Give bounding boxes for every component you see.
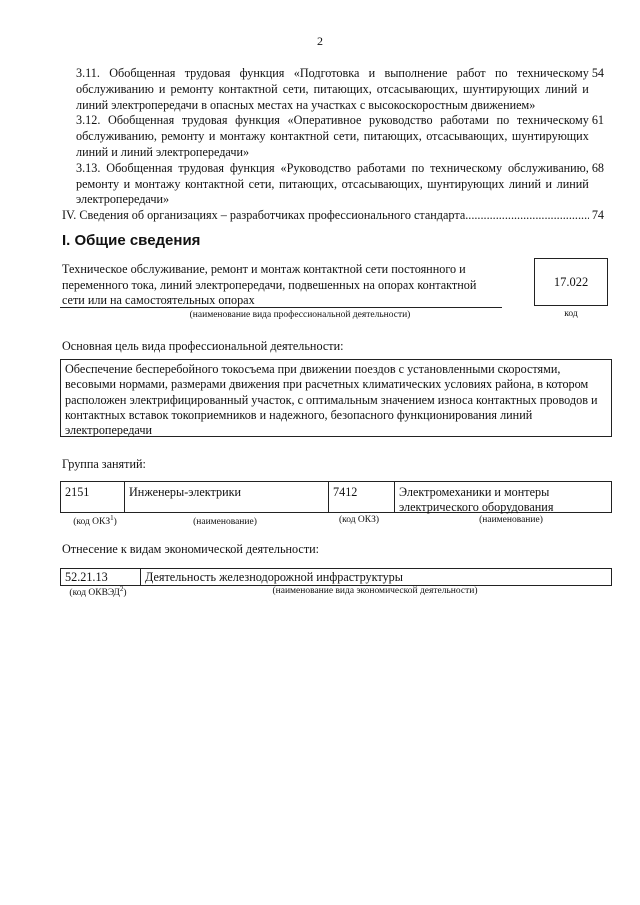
- toc-item-text: IV. Сведения об организациях – разработчиках профессионального стандарта: [62, 208, 466, 223]
- goal-box: [60, 359, 612, 437]
- okved-code-caption: [62, 584, 134, 598]
- footnote-mark: 1: [110, 513, 114, 522]
- toc-item-page: 61: [591, 113, 604, 128]
- activity-code: 17.022: [553, 274, 589, 289]
- occupation-name-caption: (наименование): [193, 517, 257, 527]
- occupation-table-row: [60, 481, 612, 515]
- toc-item[interactable]: [62, 66, 604, 113]
- toc-item-page: 54: [591, 66, 604, 80]
- table-of-contents: [62, 66, 604, 224]
- occupation-name-2: Электромеханики и монтеры электрического оборудования: [399, 485, 554, 514]
- toc-item-page: 74: [591, 208, 604, 223]
- toc-leader: [465, 208, 589, 224]
- okz-caption-text: (код ОКЗ: [73, 517, 111, 527]
- occupation-name-cell: [124, 481, 328, 513]
- okz-code-1: 2151: [65, 485, 90, 499]
- section-title: I. Общие сведения: [62, 232, 201, 249]
- activity-caption: (наименование вида профессиональной деятельности): [189, 310, 411, 320]
- toc-item[interactable]: [62, 161, 604, 208]
- economic-activity-name-cell: [140, 568, 612, 586]
- activity-underline: [60, 307, 502, 308]
- goal-label: Основная цель вида профессиональной деятельности:: [62, 339, 344, 353]
- toc-item[interactable]: [62, 113, 604, 160]
- economic-activity-name: Деятельность железнодорожной инфраструктуры: [145, 570, 403, 584]
- economic-activity-label: Отнесение к видам экономической деятельности:: [62, 542, 320, 556]
- toc-item-text: 3.13. Обобщенная трудовая функция «Руководство работами по техническому обслуживанию, ремонту и монтажу контактной сети, питающих, отсасывающих, шунтирующих линий и линий электропередачи»: [76, 160, 589, 207]
- okz-code-caption: [62, 513, 128, 527]
- occupation-name-1: Инженеры-электрики: [129, 485, 242, 499]
- footnote-mark: 2: [119, 584, 124, 593]
- activity-code-box: [534, 258, 608, 306]
- activity-code-caption: код: [564, 309, 578, 319]
- okved-code: 52.21.13: [65, 570, 108, 584]
- economic-activity-row: [60, 568, 612, 586]
- economic-activity-name-caption: (наименование вида экономической деятельности): [272, 586, 478, 596]
- okz-code-cell: [328, 481, 394, 513]
- occupation-name-cell: [394, 481, 612, 513]
- occupation-group-label: Группа занятий:: [62, 457, 146, 471]
- goal-text: Обеспечение бесперебойного токосъема при движении поездов с установленными скоростями, весовыми нормами, размерами движения при расчетных климатических условиях района, в котором расположен электрифицированный участок, с оптимальным значением износа контактных проводов и контактных вставок токоприемников и надежного, безопасного функционирования линий электропередачи: [65, 362, 598, 438]
- okz-code-cell: [60, 481, 124, 513]
- occupation-name-caption: (наименование): [479, 515, 543, 525]
- okved-code-cell: [60, 568, 140, 586]
- activity-name: Техническое обслуживание, ремонт и монтаж контактной сети постоянного и переменного тока, линий электропередачи, подвешенных на опорах контактной сети или на самостоятельных опорах: [62, 262, 477, 307]
- okz-caption-close: ): [113, 517, 117, 527]
- toc-item-text: 3.11. Обобщенная трудовая функция «Подготовка и выполнение работ по техническому обслуживанию и ремонту контактной сети, питающих, отсасывающих, шунтирующих линий и линий электропередачи в опасных местах на участках с высокоскоростным движением»: [76, 66, 589, 112]
- toc-item-page: 68: [591, 160, 604, 175]
- page-number: 2: [317, 34, 323, 48]
- okved-caption-close: ): [123, 588, 127, 598]
- okved-caption-text: (код ОКВЭД: [69, 588, 120, 598]
- toc-item[interactable]: [62, 208, 604, 224]
- okz-code-caption: (код ОКЗ): [338, 515, 380, 525]
- okz-code-2: 7412: [333, 485, 358, 499]
- toc-item-text: 3.12. Обобщенная трудовая функция «Оперативное руководство работами по техническому обслуживанию, ремонту и монтажу контактной сети, питающих, отсасывающих, шунтирующих линий и линий электропередачи»: [76, 113, 589, 159]
